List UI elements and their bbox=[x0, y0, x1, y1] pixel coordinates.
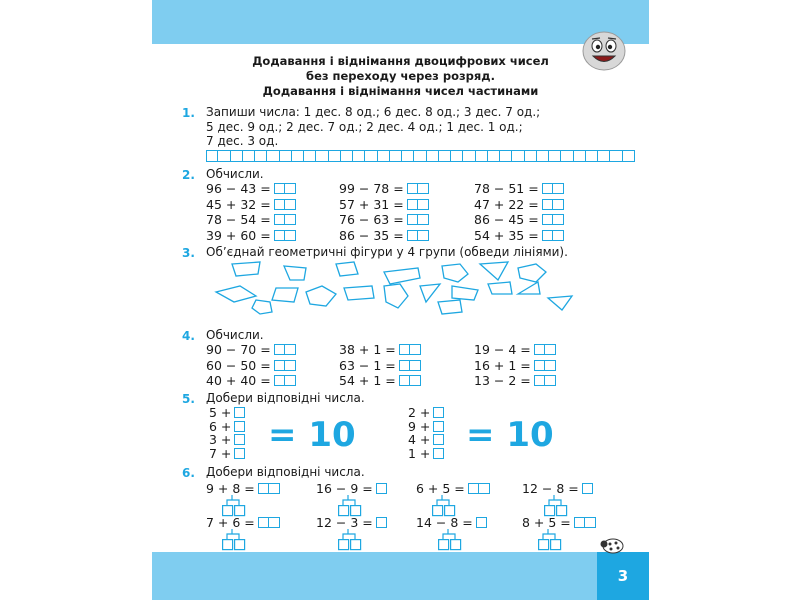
example-text: 90 − 70 = bbox=[206, 342, 271, 357]
equals-ten-left: = 10 bbox=[268, 415, 356, 455]
answer-cell[interactable] bbox=[410, 360, 421, 371]
answer-cell[interactable] bbox=[285, 344, 296, 355]
task6-number: 6. bbox=[182, 466, 195, 480]
answer-box[interactable] bbox=[399, 344, 421, 355]
example-text: 54 + 35 = bbox=[474, 227, 539, 243]
number-splitter bbox=[222, 529, 252, 553]
example-text: 7 + 6 = bbox=[206, 515, 255, 530]
answer-cell[interactable] bbox=[285, 199, 296, 210]
number-splitter bbox=[538, 529, 568, 553]
shape-quad bbox=[384, 268, 420, 284]
answer-cell[interactable] bbox=[255, 150, 267, 162]
geometric-shapes-group[interactable] bbox=[212, 258, 582, 318]
shape-quad bbox=[216, 286, 256, 302]
answer-box[interactable] bbox=[542, 199, 564, 210]
answer-cell[interactable] bbox=[258, 517, 269, 528]
number-splitter bbox=[338, 529, 368, 553]
example-row bbox=[339, 342, 421, 357]
answer-cell[interactable] bbox=[551, 540, 561, 550]
page-number: 3 bbox=[597, 552, 649, 600]
answer-cell[interactable] bbox=[274, 360, 285, 371]
example-row bbox=[522, 481, 593, 496]
answer-box[interactable] bbox=[582, 483, 593, 494]
answer-box[interactable] bbox=[407, 199, 429, 210]
task5-number: 5. bbox=[182, 392, 195, 406]
shape-pentagon bbox=[518, 264, 546, 282]
answer-cell[interactable] bbox=[399, 375, 410, 386]
shape-quad bbox=[336, 262, 358, 276]
answer-box[interactable] bbox=[376, 483, 387, 494]
example-row bbox=[206, 228, 296, 243]
answer-cell[interactable] bbox=[586, 150, 598, 162]
example-text: 40 + 40 = bbox=[206, 373, 271, 388]
answer-cell[interactable] bbox=[269, 483, 280, 494]
addend-row bbox=[408, 446, 444, 461]
splitter-lines bbox=[338, 529, 368, 553]
answer-cell[interactable] bbox=[304, 150, 316, 162]
answer-cell[interactable] bbox=[414, 150, 426, 162]
example-text: 8 + 5 = bbox=[522, 515, 571, 530]
addend-row bbox=[209, 446, 245, 461]
example-text: 78 − 54 = bbox=[206, 212, 271, 227]
answer-box[interactable] bbox=[274, 183, 296, 194]
example-text: 9 + 8 = bbox=[206, 481, 255, 496]
answer-cell[interactable] bbox=[353, 150, 365, 162]
answer-cell[interactable] bbox=[451, 540, 461, 550]
example-row bbox=[316, 515, 387, 530]
answer-cell[interactable] bbox=[574, 517, 585, 528]
addend-text: 5 + bbox=[209, 405, 232, 420]
answer-cell[interactable] bbox=[534, 375, 545, 386]
answer-cell[interactable] bbox=[274, 183, 285, 194]
shape-triangle bbox=[548, 296, 572, 310]
answer-box[interactable] bbox=[274, 199, 296, 210]
answer-cell[interactable] bbox=[439, 540, 449, 550]
bottom-band bbox=[152, 552, 649, 600]
answer-cell[interactable] bbox=[351, 540, 361, 550]
answer-box[interactable] bbox=[468, 483, 490, 494]
example-text: 78 − 51 = bbox=[474, 181, 539, 196]
answer-cell[interactable] bbox=[243, 150, 255, 162]
answer-box[interactable] bbox=[274, 230, 296, 241]
example-row bbox=[474, 228, 564, 243]
answer-box[interactable] bbox=[534, 344, 556, 355]
answer-cell[interactable] bbox=[407, 183, 418, 194]
answer-cell[interactable] bbox=[542, 230, 553, 241]
answer-cell[interactable] bbox=[553, 230, 564, 241]
answer-cell[interactable] bbox=[500, 150, 512, 162]
shape-triangle bbox=[518, 282, 540, 294]
number-splitter bbox=[438, 529, 468, 553]
addend-text: 7 + bbox=[209, 445, 232, 461]
answer-box[interactable] bbox=[542, 214, 564, 225]
workbook-page bbox=[152, 0, 649, 600]
answer-cell[interactable] bbox=[407, 230, 418, 241]
answer-cell[interactable] bbox=[339, 540, 349, 550]
answer-box[interactable] bbox=[234, 434, 245, 445]
answer-cell[interactable] bbox=[274, 199, 285, 210]
example-row bbox=[474, 197, 564, 212]
answer-cell[interactable] bbox=[553, 199, 564, 210]
answer-cell[interactable] bbox=[418, 199, 429, 210]
example-text: 54 + 1 = bbox=[339, 373, 396, 388]
answer-cell[interactable] bbox=[223, 540, 233, 550]
answer-cell[interactable] bbox=[542, 183, 553, 194]
example-row bbox=[416, 515, 487, 530]
task1-line3: 7 дес. 3 од. bbox=[206, 134, 279, 148]
example-row bbox=[339, 373, 421, 388]
example-row bbox=[339, 228, 429, 243]
answer-cell[interactable] bbox=[488, 150, 500, 162]
example-text: 63 − 1 = bbox=[339, 357, 396, 373]
answer-cell[interactable] bbox=[399, 344, 410, 355]
example-row bbox=[206, 358, 296, 373]
answer-cell[interactable] bbox=[574, 150, 586, 162]
shape-pentagon bbox=[442, 264, 468, 282]
answer-cell[interactable] bbox=[285, 230, 296, 241]
answer-cell[interactable] bbox=[512, 150, 524, 162]
example-row bbox=[474, 373, 556, 388]
splitter-lines bbox=[438, 529, 468, 553]
page-title-line3: Додавання і віднімання чисел частинами bbox=[262, 84, 539, 98]
example-row bbox=[339, 358, 421, 373]
answer-cell[interactable] bbox=[476, 150, 488, 162]
answer-box[interactable] bbox=[399, 375, 421, 386]
answer-cell[interactable] bbox=[285, 183, 296, 194]
answer-cell[interactable] bbox=[468, 483, 479, 494]
answer-cell[interactable] bbox=[378, 150, 390, 162]
task1-line2: 5 дес. 9 од.; 2 дес. 7 од.; 2 дес. 4 од.; 1 дес. 1 од.; bbox=[206, 120, 523, 134]
answer-box[interactable] bbox=[574, 517, 596, 528]
task6-label: Добери відповідні числа. bbox=[206, 465, 365, 479]
example-text: 12 − 8 = bbox=[522, 481, 579, 496]
example-text: 60 − 50 = bbox=[206, 357, 271, 373]
shape-quad bbox=[344, 286, 374, 300]
answer-box[interactable] bbox=[476, 517, 487, 528]
task4-label: Обчисли. bbox=[206, 328, 264, 342]
shape-quad bbox=[232, 262, 260, 276]
answer-cell[interactable] bbox=[285, 375, 296, 386]
answer-cell[interactable] bbox=[545, 360, 556, 371]
answer-box[interactable] bbox=[433, 448, 444, 459]
task5-label: Добери відповідні числа. bbox=[206, 391, 365, 405]
answer-box[interactable] bbox=[407, 230, 429, 241]
answer-cell[interactable] bbox=[539, 540, 549, 550]
answer-cell[interactable] bbox=[598, 150, 610, 162]
splitter-lines bbox=[222, 529, 252, 553]
answer-cell[interactable] bbox=[610, 150, 622, 162]
shape-quad bbox=[438, 300, 462, 314]
answer-cell-strip[interactable] bbox=[206, 150, 635, 162]
task3-label: Об’єднай геометричні фігури у 4 групи (обведи лініями). bbox=[206, 245, 568, 259]
example-text: 57 + 31 = bbox=[339, 196, 404, 212]
answer-box[interactable] bbox=[534, 375, 556, 386]
answer-box[interactable] bbox=[234, 448, 245, 459]
answer-box[interactable] bbox=[433, 407, 444, 418]
example-row bbox=[416, 481, 490, 496]
answer-cell[interactable] bbox=[439, 150, 451, 162]
answer-cell[interactable] bbox=[231, 150, 243, 162]
example-text: 76 − 63 = bbox=[339, 212, 404, 227]
answer-cell[interactable] bbox=[545, 375, 556, 386]
task2-label: Обчисли. bbox=[206, 167, 264, 181]
answer-cell[interactable] bbox=[561, 150, 573, 162]
task4-number: 4. bbox=[182, 329, 195, 343]
addend-text: 4 + bbox=[408, 432, 431, 447]
top-band bbox=[152, 0, 649, 44]
answer-cell[interactable] bbox=[274, 230, 285, 241]
answer-cell[interactable] bbox=[553, 183, 564, 194]
example-row bbox=[206, 197, 296, 212]
answer-cell[interactable] bbox=[285, 214, 296, 225]
answer-cell[interactable] bbox=[545, 344, 556, 355]
answer-cell[interactable] bbox=[542, 199, 553, 210]
answer-cell[interactable] bbox=[534, 344, 545, 355]
answer-box[interactable] bbox=[234, 421, 245, 432]
answer-cell[interactable] bbox=[553, 214, 564, 225]
answer-box[interactable] bbox=[399, 360, 421, 371]
addend-text: 6 + bbox=[209, 418, 232, 434]
example-row bbox=[339, 212, 429, 227]
shape-quad bbox=[488, 282, 512, 294]
shape-pentagon bbox=[384, 284, 408, 308]
answer-cell[interactable] bbox=[365, 150, 377, 162]
addend-text: 3 + bbox=[209, 432, 232, 447]
answer-cell[interactable] bbox=[341, 150, 353, 162]
answer-cell[interactable] bbox=[585, 517, 596, 528]
answer-cell[interactable] bbox=[274, 375, 285, 386]
answer-cell[interactable] bbox=[280, 150, 292, 162]
answer-cell[interactable] bbox=[269, 517, 280, 528]
answer-cell[interactable] bbox=[479, 483, 490, 494]
answer-cell[interactable] bbox=[525, 150, 537, 162]
example-text: 6 + 5 = bbox=[416, 481, 465, 496]
example-text: 19 − 4 = bbox=[474, 342, 531, 357]
answer-cell[interactable] bbox=[537, 150, 549, 162]
answer-cell[interactable] bbox=[418, 183, 429, 194]
answer-cell[interactable] bbox=[218, 150, 230, 162]
answer-cell[interactable] bbox=[267, 150, 279, 162]
answer-cell[interactable] bbox=[418, 230, 429, 241]
example-row bbox=[339, 197, 429, 212]
example-row bbox=[206, 373, 296, 388]
answer-cell[interactable] bbox=[399, 360, 410, 371]
answer-cell[interactable] bbox=[292, 150, 304, 162]
shape-quad bbox=[284, 266, 306, 280]
answer-cell[interactable] bbox=[274, 214, 285, 225]
answer-cell[interactable] bbox=[534, 360, 545, 371]
answer-cell[interactable] bbox=[258, 483, 269, 494]
answer-cell[interactable] bbox=[542, 214, 553, 225]
answer-cell[interactable] bbox=[407, 199, 418, 210]
example-row bbox=[339, 181, 429, 196]
example-row bbox=[206, 481, 280, 496]
answer-cell[interactable] bbox=[410, 375, 421, 386]
example-row bbox=[206, 181, 296, 196]
example-text: 16 − 9 = bbox=[316, 481, 373, 496]
answer-box[interactable] bbox=[274, 375, 296, 386]
shape-triangle bbox=[480, 262, 508, 280]
addend-text: 9 + bbox=[408, 418, 431, 434]
answer-cell[interactable] bbox=[402, 150, 414, 162]
shape-pentagon bbox=[306, 286, 336, 306]
task1-number: 1. bbox=[182, 106, 195, 120]
answer-cell[interactable] bbox=[285, 360, 296, 371]
example-text: 45 + 32 = bbox=[206, 196, 271, 212]
answer-cell[interactable] bbox=[235, 540, 245, 550]
answer-box[interactable] bbox=[407, 214, 429, 225]
answer-cell[interactable] bbox=[549, 150, 561, 162]
example-text: 47 + 22 = bbox=[474, 196, 539, 212]
equals-ten-right: = 10 bbox=[466, 415, 554, 455]
example-text: 16 + 1 = bbox=[474, 357, 531, 373]
answer-box[interactable] bbox=[433, 434, 444, 445]
task2-number: 2. bbox=[182, 168, 195, 182]
answer-box[interactable] bbox=[274, 214, 296, 225]
answer-cell[interactable] bbox=[463, 150, 475, 162]
example-text: 13 − 2 = bbox=[474, 373, 531, 388]
answer-cell[interactable] bbox=[206, 150, 218, 162]
example-text: 86 − 35 = bbox=[339, 227, 404, 243]
example-row bbox=[474, 342, 556, 357]
answer-box[interactable] bbox=[407, 183, 429, 194]
example-text: 39 + 60 = bbox=[206, 227, 271, 243]
example-text: 86 − 45 = bbox=[474, 212, 539, 227]
answer-box[interactable] bbox=[258, 517, 280, 528]
answer-cell[interactable] bbox=[407, 214, 418, 225]
example-text: 99 − 78 = bbox=[339, 181, 404, 196]
answer-box[interactable] bbox=[274, 360, 296, 371]
answer-cell[interactable] bbox=[451, 150, 463, 162]
answer-cell[interactable] bbox=[274, 344, 285, 355]
page-title-line1: Додавання і віднімання двоцифрових чисел bbox=[252, 54, 549, 68]
answer-box[interactable] bbox=[542, 230, 564, 241]
answer-box[interactable] bbox=[258, 483, 280, 494]
answer-box[interactable] bbox=[534, 360, 556, 371]
addend-text: 1 + bbox=[408, 445, 431, 461]
example-text: 12 − 3 = bbox=[316, 515, 373, 530]
answer-cell[interactable] bbox=[418, 214, 429, 225]
answer-box[interactable] bbox=[376, 517, 387, 528]
example-row bbox=[316, 481, 387, 496]
page-title-line2: без переходу через розряд. bbox=[306, 69, 495, 83]
example-row bbox=[474, 212, 564, 227]
answer-box[interactable] bbox=[274, 344, 296, 355]
shape-triangle bbox=[420, 284, 440, 302]
shape-pentagon bbox=[252, 300, 272, 314]
task1-line1: Запиши числа: 1 дес. 8 од.; 6 дес. 8 од.; 3 дес. 7 од.; bbox=[206, 105, 541, 119]
example-text: 38 + 1 = bbox=[339, 342, 396, 357]
example-row bbox=[522, 515, 596, 530]
task3-number: 3. bbox=[182, 246, 195, 260]
answer-cell[interactable] bbox=[427, 150, 439, 162]
example-text: 14 − 8 = bbox=[416, 515, 473, 530]
shape-quad bbox=[272, 288, 298, 302]
addend-text: 2 + bbox=[408, 405, 431, 420]
answer-box[interactable] bbox=[234, 407, 245, 418]
example-row bbox=[206, 342, 296, 357]
answer-cell[interactable] bbox=[316, 150, 328, 162]
example-row bbox=[206, 212, 296, 227]
example-row bbox=[474, 358, 556, 373]
example-row bbox=[206, 515, 280, 530]
answer-cell[interactable] bbox=[623, 150, 635, 162]
shape-quad bbox=[452, 286, 478, 300]
example-row bbox=[474, 181, 564, 196]
answer-cell[interactable] bbox=[390, 150, 402, 162]
answer-box[interactable] bbox=[542, 183, 564, 194]
example-text: 96 − 43 = bbox=[206, 181, 271, 196]
splitter-lines bbox=[538, 529, 568, 553]
answer-cell[interactable] bbox=[410, 344, 421, 355]
answer-cell[interactable] bbox=[329, 150, 341, 162]
ladybug-icon bbox=[597, 534, 627, 554]
answer-box[interactable] bbox=[433, 421, 444, 432]
